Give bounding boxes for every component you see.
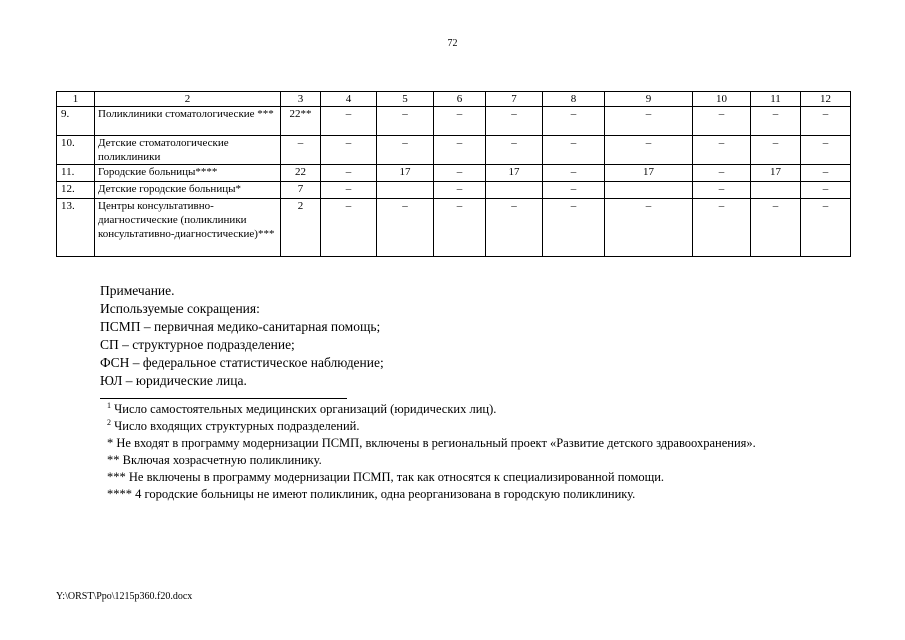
- table-cell: –: [801, 182, 851, 199]
- footnote-star-1: * Не входят в программу модернизации ПСМП, включены в региональный проект «Развитие детского здравоохранения».: [107, 436, 756, 450]
- header-cell: 11: [751, 92, 801, 107]
- abbreviation-item: ПСМП – первичная медико-санитарная помощь;: [100, 319, 381, 334]
- table-row: [57, 165, 851, 182]
- header-cell: 4: [321, 92, 377, 107]
- table-cell: –: [693, 182, 751, 199]
- header-cell: 6: [434, 92, 486, 107]
- table-cell: –: [605, 199, 693, 257]
- header-cell: 10: [693, 92, 751, 107]
- header-cell: 7: [486, 92, 543, 107]
- table-cell: –: [434, 182, 486, 199]
- row-number: 10.: [57, 136, 95, 165]
- table-cell: –: [434, 199, 486, 257]
- table-cell: [605, 182, 693, 199]
- table-cell: 17: [486, 165, 543, 182]
- abbreviation-item: СП – структурное подразделение;: [100, 337, 295, 352]
- table-cell: –: [543, 182, 605, 199]
- table-cell: 17: [605, 165, 693, 182]
- table-cell: –: [321, 199, 377, 257]
- table-cell: [486, 182, 543, 199]
- table-cell: –: [751, 107, 801, 136]
- table-cell: –: [801, 199, 851, 257]
- footnote-1-mark: 1: [107, 401, 111, 410]
- table-cell: –: [543, 165, 605, 182]
- table-cell: –: [751, 199, 801, 257]
- table-header-row: [57, 92, 851, 107]
- table-cell: –: [321, 182, 377, 199]
- table-cell: –: [434, 107, 486, 136]
- table-cell: 2: [281, 199, 321, 257]
- table-cell: –: [321, 165, 377, 182]
- footnote-star-2: ** Включая хозрасчетную поликлинику.: [107, 453, 322, 467]
- row-number: 12.: [57, 182, 95, 199]
- institution-name: Центры консультативно-диагностические (поликлиники консультативно-диагностические)***: [95, 199, 281, 257]
- header-cell: 3: [281, 92, 321, 107]
- table-row: [57, 136, 851, 165]
- table-cell: –: [321, 136, 377, 165]
- header-cell: 5: [377, 92, 434, 107]
- table-cell: –: [486, 107, 543, 136]
- table-row: [57, 182, 851, 199]
- header-cell: 8: [543, 92, 605, 107]
- header-cell: 9: [605, 92, 693, 107]
- table-cell: 22: [281, 165, 321, 182]
- table-row: [57, 107, 851, 136]
- table-cell: –: [801, 107, 851, 136]
- table-cell: [751, 182, 801, 199]
- abbreviation-item: ЮЛ – юридические лица.: [100, 373, 247, 388]
- table-cell: –: [377, 107, 434, 136]
- table-cell: –: [486, 199, 543, 257]
- abbreviation-item: ФСН – федеральное статистическое наблюдение;: [100, 355, 384, 370]
- table-cell: –: [543, 107, 605, 136]
- table-cell: –: [693, 136, 751, 165]
- footnote-1: [90, 401, 850, 418]
- table-cell: –: [605, 107, 693, 136]
- footnote-2-text: Число входящих структурных подразделений.: [114, 419, 360, 433]
- footnote-2: [90, 418, 850, 435]
- table-cell: –: [486, 136, 543, 165]
- table-cell: 7: [281, 182, 321, 199]
- table-cell: –: [543, 199, 605, 257]
- table-cell: 22**: [281, 107, 321, 136]
- table-cell: –: [751, 136, 801, 165]
- institution-name: Городские больницы****: [95, 165, 281, 182]
- footnote-star-4: **** 4 городские больницы не имеют поликлиник, одна реорганизована в городскую поликлинику.: [107, 487, 636, 501]
- table-cell: –: [801, 165, 851, 182]
- table-row: [57, 199, 851, 257]
- institution-name: Детские стоматологические поликлиники: [95, 136, 281, 165]
- table-cell: [377, 182, 434, 199]
- table-cell: –: [801, 136, 851, 165]
- institution-name: Поликлиники стоматологические ***: [95, 107, 281, 136]
- table-cell: 17: [751, 165, 801, 182]
- table-cell: –: [281, 136, 321, 165]
- table-cell: –: [377, 199, 434, 257]
- header-cell: 2: [95, 92, 281, 107]
- footnote-star-3: *** Не включены в программу модернизации ПСМП, так как относятся к специализированной помощи.: [107, 470, 665, 484]
- header-cell: 1: [57, 92, 95, 107]
- page-number: 72: [447, 38, 458, 49]
- table-cell: –: [693, 107, 751, 136]
- table-cell: –: [543, 136, 605, 165]
- row-number: 9.: [57, 107, 95, 136]
- table-cell: –: [605, 136, 693, 165]
- institution-name: Детские городские больницы*: [95, 182, 281, 199]
- footnote-2-mark: 2: [107, 418, 111, 427]
- table-cell: –: [434, 165, 486, 182]
- table-cell: –: [434, 136, 486, 165]
- table-cell: –: [693, 165, 751, 182]
- row-number: 13.: [57, 199, 95, 257]
- row-number: 11.: [57, 165, 95, 182]
- file-path: Y:\ORST\Ppo\1215p360.f20.docx: [56, 591, 193, 602]
- header-cell: 12: [801, 92, 851, 107]
- table-cell: –: [321, 107, 377, 136]
- footnotes-block: [90, 401, 850, 503]
- note-block: [100, 282, 384, 390]
- table-cell: –: [693, 199, 751, 257]
- table-cell: –: [377, 136, 434, 165]
- footnote-1-text: Число самостоятельных медицинских организаций (юридических лиц).: [114, 402, 497, 416]
- note-title: Примечание.: [100, 283, 175, 298]
- table-cell: 17: [377, 165, 434, 182]
- institutions-table: [56, 91, 851, 257]
- footnote-separator: [100, 398, 347, 399]
- abbreviations-heading: Используемые сокращения:: [100, 301, 260, 316]
